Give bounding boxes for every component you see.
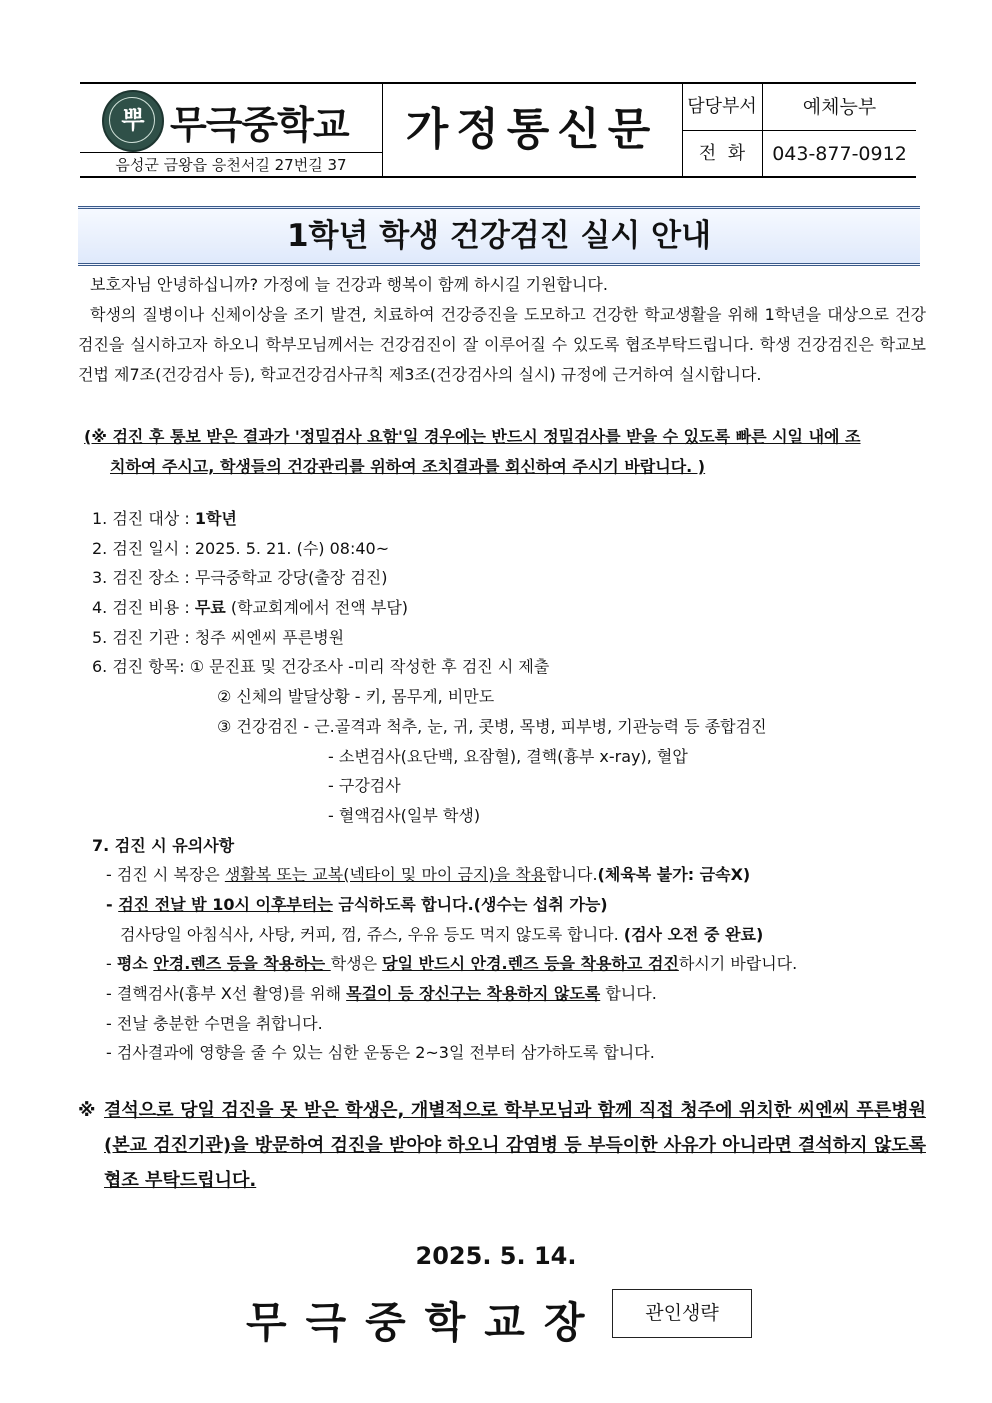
list-item: 3. 검진 장소 : 무극중학교 강당(출장 검진)	[92, 568, 388, 588]
official-seal-box: 관인생략	[612, 1289, 752, 1338]
reference-mark: ※	[78, 1100, 96, 1121]
list-item: 6. 검진 항목: ① 문진표 및 건강조사 -미리 작성한 후 검진 시 제출	[92, 657, 550, 677]
title-banner	[78, 206, 920, 266]
caution-item: - 전날 충분한 수면을 취합니다.	[106, 1013, 323, 1033]
school-address: 음성군 금왕읍 응천서길 27번길 37	[80, 152, 382, 177]
school-cell	[80, 84, 383, 176]
intro-text	[78, 270, 926, 390]
list-item: - 구강검사	[328, 776, 401, 796]
issue-date: 2025. 5. 14.	[415, 1242, 577, 1270]
caution-item: - 검진 전날 밤 10시 이후부터는 금식하도록 합니다.(생수는 섭취 가능)	[106, 894, 608, 914]
list-item: 1. 검진 대상 : 1학년	[92, 509, 237, 528]
list-item: 4. 검진 비용 : 무료 (학교회계에서 전액 부담)	[92, 598, 409, 618]
notice-line-1: (※ 검진 후 통보 받은 결과가 '정밀검사 요함'일 경우에는 반드시 정밀검사를 받을 수 있도록 빠른 시일 내에 조	[84, 427, 861, 446]
list-item: ③ 건강검진 - 근.골격과 척추, 눈, 귀, 콧병, 목병, 피부병, 기관능력 등 종합검진	[217, 716, 767, 736]
absence-notice	[78, 1093, 926, 1198]
page-title: 1학년 학생 건강검진 실시 안내	[286, 218, 712, 254]
caution-item: - 검진 시 복장은 생활복 또는 교복(넥타이 및 마이 금지)을 착용합니다.(체육복 불가: 금속X)	[106, 865, 751, 885]
list-item: - 혈액검사(일부 학생)	[328, 805, 481, 825]
phone-label: 전 화	[682, 131, 763, 177]
list-item: 2. 검진 일시 : 2025. 5. 21. (수) 08:40~	[92, 538, 390, 558]
document-type-title: 가정통신문	[382, 84, 683, 176]
absence-notice-text: 결석으로 당일 검진을 못 받은 학생은, 개별적으로 학부모님과 함께 직접 청주에 위치한 씨엔씨 푸른병원(본교 검진기관)을 방문하여 검진을 받아야 하오니 감염병 등 부득이한 사유가 아니라면 결석하지 않도록 협조 부탁드립니다.	[104, 1100, 926, 1191]
cautions-heading: 7. 검진 시 유의사항	[92, 835, 235, 855]
phone-value: 043-877-0912	[772, 143, 907, 165]
greeting: 보호자님 안녕하십니까? 가정에 늘 건강과 행복이 함께 하시길 기원합니다.	[90, 275, 608, 294]
contact-info	[682, 84, 916, 176]
school-name: 무극중학교	[170, 103, 349, 147]
caution-item: - 평소 안경.렌즈 등을 착용하는 학생은 당일 반드시 안경.렌즈 등을 착용하고 검진하시기 바랍니다.	[106, 954, 798, 974]
caution-item: - 검사결과에 영향을 줄 수 있는 심한 운동은 2~3일 전부터 삼가하도록 합니다.	[106, 1043, 655, 1063]
intro-paragraph: 학생의 질병이나 신체이상을 조기 발견, 치료하여 건강증진을 도모하고 건강한 학교생활을 위해 1학년을 대상으로 건강검진을 실시하고자 하오니 학부모님께서는 건강검진이 잘 이루어질 수 있도록 협조부탁드립니다. 학생 건강검진은 학교보건법 제7조(건강검사 등), 학교건강검사규칙 제3조(건강검사의 실시) 규정에 근거하여 실시합니다.	[78, 305, 926, 384]
list-item: - 소변검사(요단백, 요잠혈), 결핵(흉부 x-ray), 혈압	[328, 746, 688, 766]
notice-line-2: 치하여 주시고, 학생들의 건강관리를 위하여 조치결과를 회신하여 주시기 바랍니다. )	[110, 457, 706, 476]
list-item: ② 신체의 발달상황 - 키, 몸무게, 비만도	[217, 687, 495, 707]
caution-item: 검사당일 아침식사, 사탕, 커피, 껌, 쥬스, 우유 등도 먹지 않도록 합니다. (검사 오전 중 완료)	[120, 924, 764, 944]
caution-item: - 결핵검사(흉부 X선 촬영)를 위해 목걸이 등 장신구는 착용하지 않도록 합니다.	[106, 984, 657, 1003]
notice-box	[84, 422, 926, 482]
letterhead	[80, 82, 916, 178]
school-emblem-icon: 뿌	[102, 90, 164, 152]
dept-value: 예체능부	[802, 96, 877, 118]
checkup-items	[92, 504, 932, 1068]
dept-label: 담당부서	[682, 84, 763, 130]
list-item: 5. 검진 기관 : 청주 씨엔씨 푸른병원	[92, 627, 345, 647]
principal-signature: 무극중학교장	[246, 1298, 604, 1347]
